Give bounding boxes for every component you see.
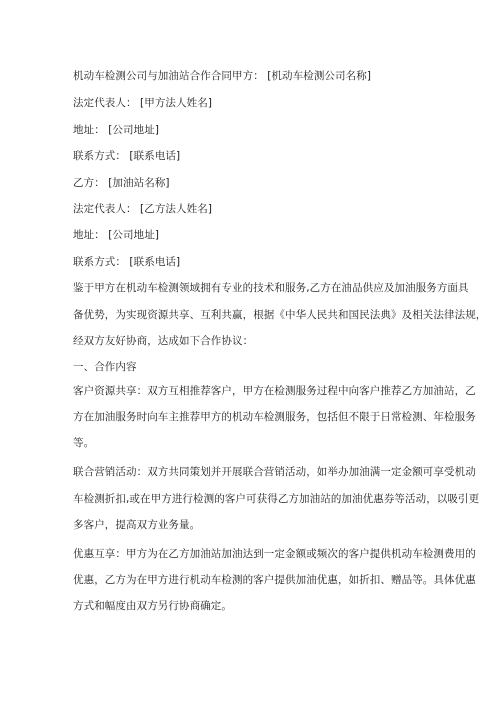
party-b-address: 地址： [公司地址] xyxy=(73,229,160,241)
clause-line: 方式和幅度由双方另行协商确定。 xyxy=(73,600,232,612)
party-a-address: 地址： [公司地址] xyxy=(73,124,160,136)
preamble-line: 备优势，为实现资源共享、互利共赢，根据《中华人民共和国民法典》及相关法律法规， xyxy=(73,309,487,321)
clause-line: 客户资源共享：双方互相推荐客户，甲方在检测服务过程中向客户推荐乙方加油站，乙 xyxy=(73,385,476,397)
party-b-representative: 法定代表人： [乙方法人姓名] xyxy=(73,203,213,215)
clause-line: 优惠互享：甲方为在乙方加油站加油达到一定金额或频次的客户提供机动车检测费用的 xyxy=(73,548,476,560)
party-b-contact: 联系方式： [联系电话] xyxy=(73,256,181,268)
clause-line: 方在加油服务时向车主推荐甲方的机动车检测服务，包括但不限于日常检测、年检服务 xyxy=(73,411,476,423)
clause-line: 车检测折扣,或在甲方进行检测的客户可获得乙方加油站的加油优惠券等活动，以吸引更 xyxy=(73,493,480,505)
party-b-name: 乙方： [加油站名称] xyxy=(73,177,170,189)
party-a-representative: 法定代表人： [甲方法人姓名] xyxy=(73,97,213,109)
clause-line: 多客户，提高双方业务量。 xyxy=(73,519,201,531)
contract-title: 机动车检测公司与加油站合作合同甲方： [机动车检测公司名称] xyxy=(73,70,372,82)
clause-line: 等。 xyxy=(73,437,95,449)
section-heading: 一、合作内容 xyxy=(73,361,137,373)
party-a-contact: 联系方式： [联系电话] xyxy=(73,150,181,162)
preamble-line: 经双方友好协商，达成如下合作协议： xyxy=(73,335,254,347)
clause-line: 联合营销活动：双方共同策划并开展联合营销活动，如举办加油满一定金额可享受机动 xyxy=(73,466,476,478)
clause-line: 优惠，乙方为在甲方进行机动车检测的客户提供加油优惠，如折扣、赠品等。具体优惠 xyxy=(73,574,476,586)
preamble-line: 鉴于甲方在机动车检测领域拥有专业的技术和服务,乙方在油品供应及加油服务方面具 xyxy=(73,282,469,294)
